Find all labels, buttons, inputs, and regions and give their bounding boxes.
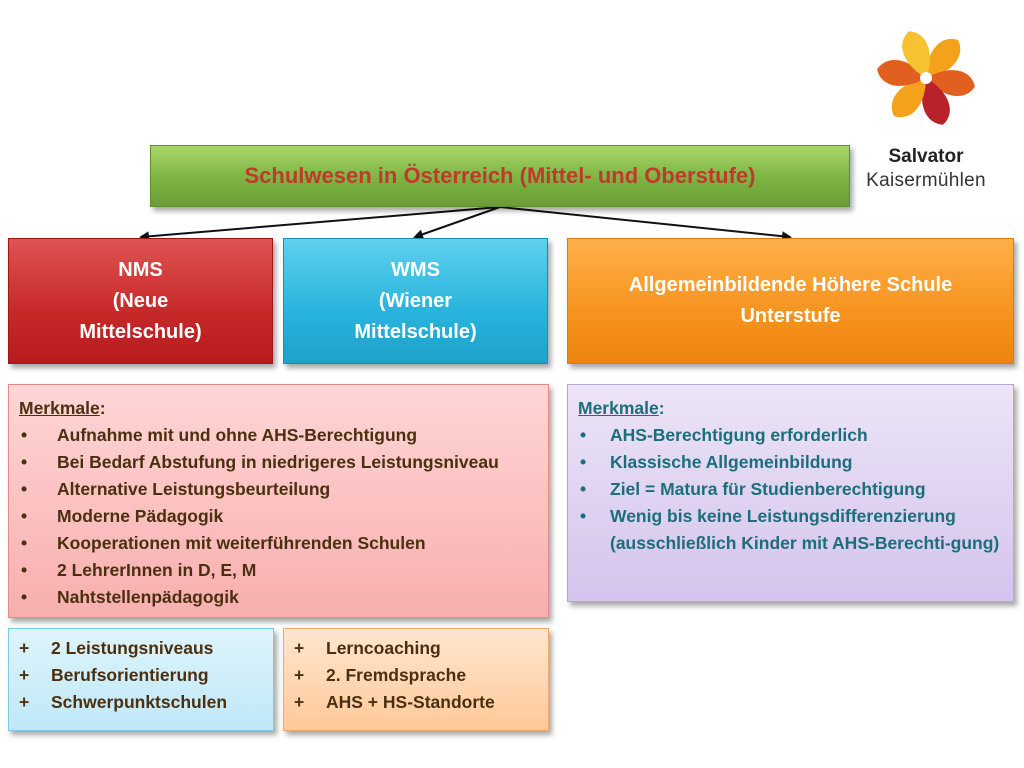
- list-item: • Kooperationen mit weiterführenden Schulen: [19, 530, 538, 557]
- ahs-features-box: [567, 384, 1014, 602]
- node-wms-line-1: WMS: [391, 258, 440, 281]
- title-main: Schulwesen in: [244, 162, 404, 188]
- list-item: + AHS + HS-Standorte: [294, 689, 538, 716]
- list-item: • Alternative Leistungsbeurteilung: [19, 476, 538, 503]
- list-item: + 2 Leistungsniveaus: [19, 635, 263, 662]
- ahs-features-heading: Merkmale:: [578, 398, 665, 418]
- list-item: • 2 LehrerInnen in D, E, M: [19, 557, 538, 584]
- node-wms: [283, 238, 548, 364]
- node-ahs: [567, 238, 1014, 364]
- list-item: + 2. Fremdsprache: [294, 662, 538, 689]
- diagram-title: [245, 160, 756, 193]
- logo-center: [920, 72, 932, 84]
- list-item: • Ziel = Matura für Studienberechtigung: [578, 476, 1003, 503]
- nms-features-box: [8, 384, 549, 618]
- list-item: • AHS-Berechtigung erforderlich: [578, 422, 1003, 449]
- list-item: + Berufsorientierung: [19, 662, 263, 689]
- list-item: • Aufnahme mit und ohne AHS-Berechtigung: [19, 422, 538, 449]
- wms-plus-box: [283, 628, 549, 731]
- node-nms-line-1: NMS: [118, 258, 163, 281]
- node-wms-line-2: (Wiener: [378, 289, 453, 312]
- title-highlight: Österreich: [403, 162, 514, 188]
- title-rest: (Mittel- und Oberstufe): [513, 162, 756, 188]
- node-nms: [8, 238, 273, 364]
- node-wms-line-3: Mittelschule): [354, 320, 477, 343]
- node-ahs-line-1: Allgemeinbildende Höhere Schule: [628, 274, 953, 296]
- nms-plus-box: [8, 628, 274, 731]
- node-nms-line-2: (Neue: [112, 289, 169, 312]
- arrow-to-nms: [141, 207, 500, 237]
- nms-features-list: [19, 422, 538, 611]
- arrow-to-ahs: [500, 207, 790, 237]
- nms-plus-list: [19, 635, 263, 716]
- school-logo: [862, 22, 992, 202]
- wms-plus-list: [294, 635, 538, 716]
- list-item: • Klassische Allgemeinbildung: [578, 449, 1003, 476]
- list-item: + Lerncoaching: [294, 635, 538, 662]
- list-item: + Schwerpunktschulen: [19, 689, 263, 716]
- ahs-features-list: [578, 422, 1003, 557]
- nms-features-heading: Merkmale:: [19, 398, 106, 418]
- list-item: • Moderne Pädagogik: [19, 503, 538, 530]
- list-item: • Wenig bis keine Leistungsdifferenzierung (ausschließlich Kinder mit AHS-Berechti-gung): [578, 503, 1003, 557]
- node-ahs-line-2: Unterstufe: [740, 305, 841, 327]
- title-box: [150, 145, 850, 207]
- logo-name: Salvator: [888, 146, 964, 167]
- logo-subtitle: Kaisermühlen: [866, 170, 986, 191]
- list-item: • Nahtstellenpädagogik: [19, 584, 538, 611]
- list-item: • Bei Bedarf Abstufung in niedrigeres Leistungsniveau: [19, 449, 538, 476]
- flower-logo-icon: [870, 22, 982, 134]
- node-nms-line-3: Mittelschule): [79, 320, 202, 343]
